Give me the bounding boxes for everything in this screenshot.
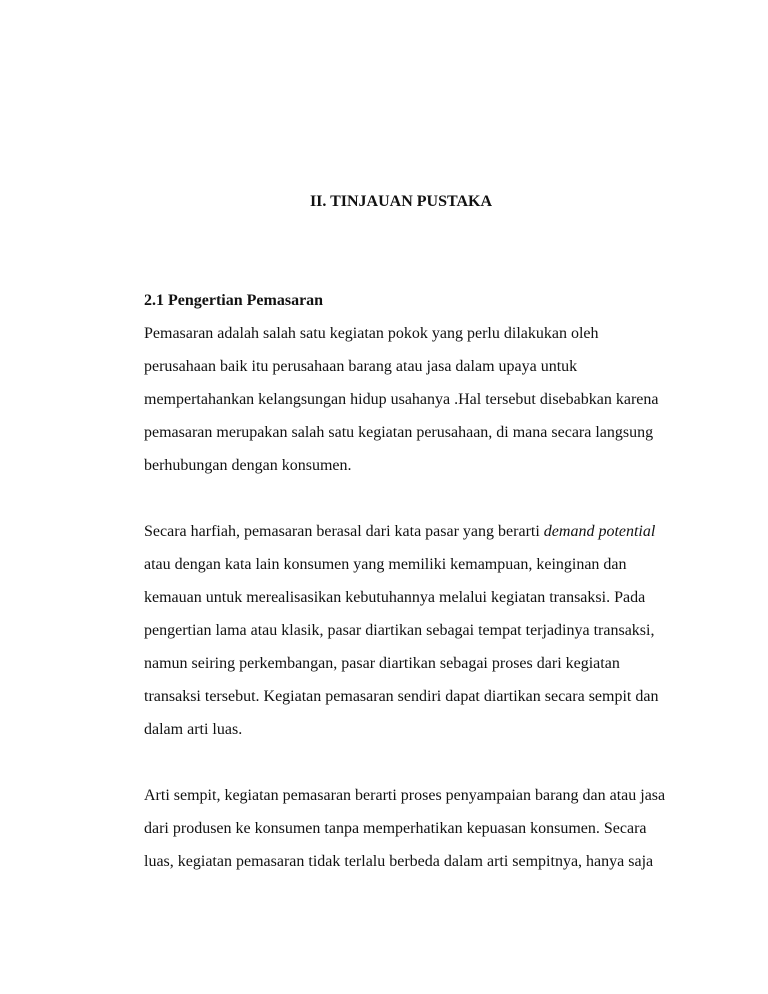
text-line: [144, 680, 658, 713]
text-segment: atau dengan kata lain konsumen yang memiliki kemampuan, keinginan dan: [144, 556, 627, 573]
paragraph: [144, 515, 658, 746]
text-segment: dari produsen ke konsumen tanpa memperhatikan kepuasan konsumen. Secara: [144, 820, 647, 837]
text-line: [144, 350, 658, 383]
paragraph-list: [144, 317, 666, 878]
italic-text: demand potential: [543, 523, 656, 540]
text-segment: perusahaan baik itu perusahaan barang atau jasa dalam upaya untuk: [144, 358, 578, 375]
text-line: [144, 515, 658, 548]
text-line: [144, 449, 658, 482]
text-line: [144, 713, 658, 746]
text-block: [144, 185, 666, 878]
text-line: [144, 317, 658, 350]
text-segment: pemasaran merupakan salah satu kegiatan perusahaan, di mana secara langsung: [144, 424, 654, 441]
text-line: [144, 383, 658, 416]
text-segment: namun seiring perkembangan, pasar diartikan sebagai proses dari kegiatan: [144, 655, 620, 672]
text-segment: Arti sempit, kegiatan pemasaran berarti proses penyampaian barang dan atau jasa: [144, 787, 666, 804]
text-line: [144, 614, 658, 647]
text-segment: kemauan untuk merealisasikan kebutuhannya melalui kegiatan transaksi. Pada: [144, 589, 646, 606]
text-line: [144, 581, 658, 614]
text-segment: dalam arti luas.: [144, 721, 243, 738]
text-line: [144, 845, 658, 878]
text-line: [144, 548, 658, 581]
text-line: [144, 812, 658, 845]
text-line: [144, 416, 658, 449]
text-segment: Pemasaran adalah salah satu kegiatan pokok yang perlu dilakukan oleh: [144, 325, 599, 342]
text-segment: pengertian lama atau klasik, pasar diartikan sebagai tempat terjadinya transaksi,: [144, 622, 655, 639]
chapter-title: II. TINJAUAN PUSTAKA: [309, 193, 493, 210]
text-line: [144, 647, 658, 680]
text-segment: mempertahankan kelangsungan hidup usahanya .Hal tersebut disebabkan karena: [144, 391, 659, 408]
text-segment: Secara harfiah, pemasaran berasal dari kata pasar yang berarti: [144, 523, 544, 540]
text-segment: luas, kegiatan pemasaran tidak terlalu berbeda dalam arti sempitnya, hanya saja: [144, 853, 654, 870]
section-heading: 2.1 Pengertian Pemasaran: [144, 292, 324, 309]
paragraph: [144, 779, 666, 878]
text-line: [144, 779, 666, 812]
text-segment: berhubungan dengan konsumen.: [144, 457, 352, 474]
paragraph: [144, 317, 658, 482]
text-segment: transaksi tersebut. Kegiatan pemasaran sendiri dapat diartikan secara sempit dan: [144, 688, 659, 705]
